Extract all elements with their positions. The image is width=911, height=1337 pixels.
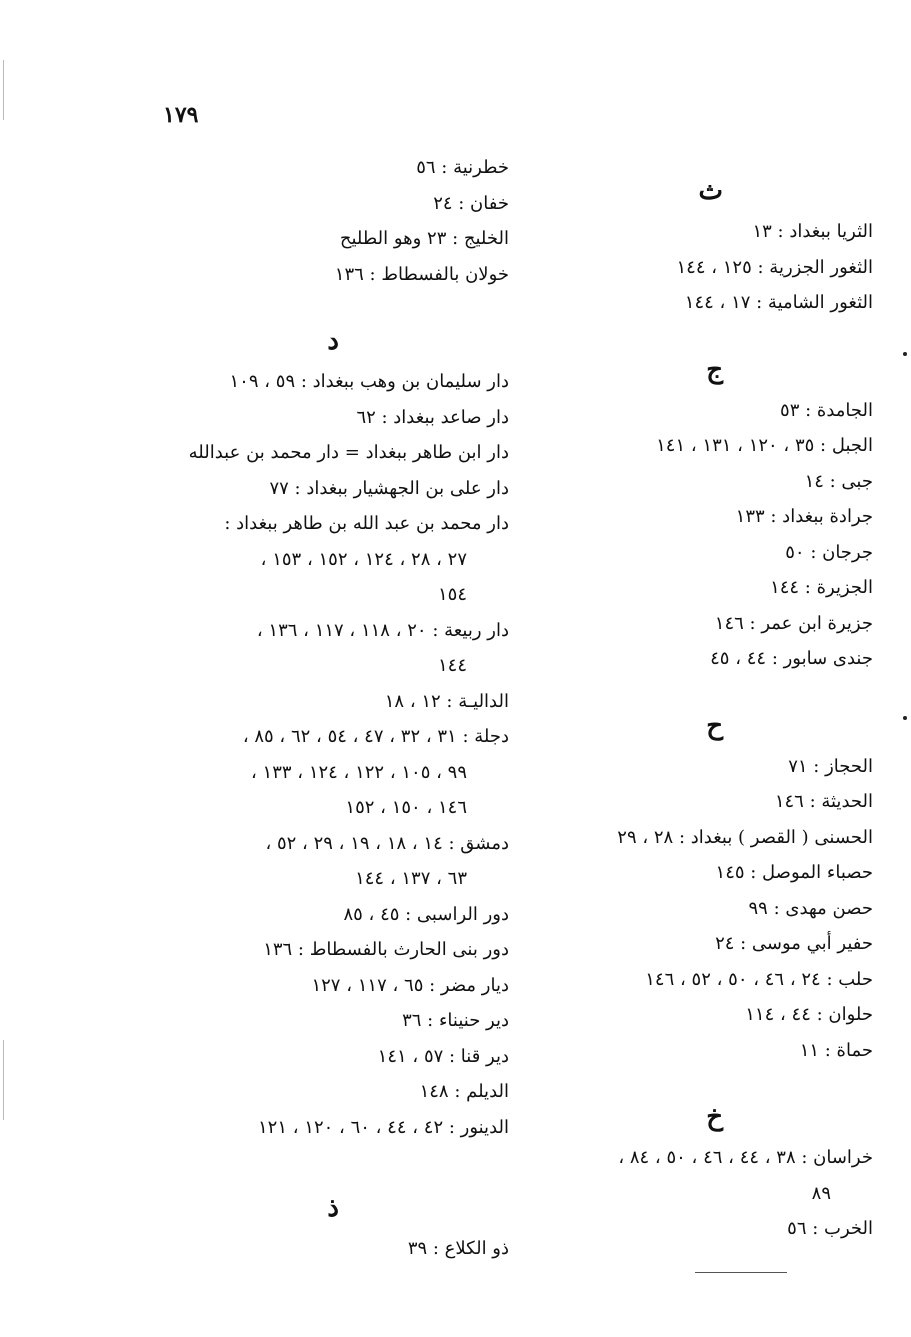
index-entry: جزيرة ابن عمر : ١٤٦: [714, 612, 873, 634]
index-entry: الثريا ببغداد : ١٣: [752, 221, 873, 242]
index-entry: دار ربيعة : ٢٠ ، ١١٨ ، ١١٧ ، ١٣٦ ،: [256, 619, 509, 641]
index-entry-continuation: ١٥٤: [437, 584, 467, 605]
index-entry: دار سليمان بن وهب ببغداد : ٥٩ ، ١٠٩: [229, 371, 509, 392]
index-entry: حلب : ٢٤ ، ٤٦ ، ٥٠ ، ٥٢ ، ١٤٦: [645, 968, 873, 990]
index-entry: حصن مهدى : ٩٩: [748, 897, 873, 919]
index-entry: دار على بن الجهشيار ببغداد : ٧٧: [269, 477, 509, 499]
index-entry: الديلم : ١٤٨: [419, 1081, 509, 1102]
index-entry-continuation: ٦٣ ، ١٣٧ ، ١٤٤: [355, 868, 467, 889]
index-entry: الدينور : ٤٢ ، ٤٤ ، ٦٠ ، ١٢٠ ، ١٢١: [258, 1116, 509, 1138]
index-entry: الخرب : ٥٦: [787, 1218, 873, 1239]
index-entry-continuation: ١٤٤: [437, 655, 467, 676]
index-entry: الخليج : ٢٣ وهو الطليح: [339, 228, 509, 249]
left-column: [149, 150, 509, 1267]
page-number: ١٧٩: [163, 102, 199, 128]
index-entry: الجزيرة : ١٤٤: [770, 577, 873, 598]
index-entry: حلوان : ٤٤ ، ١١٤: [745, 1004, 873, 1025]
index-entry: دور الراسبى : ٤٥ ، ٨٥: [343, 903, 509, 925]
margin-dot: [903, 716, 907, 720]
index-entry: جرجان : ٥٠: [785, 541, 873, 563]
index-entry: ذو الكلاع : ٣٩: [407, 1238, 509, 1259]
index-entry: خولان بالفسطاط : ١٣٦: [334, 263, 509, 285]
margin-dot: [903, 352, 907, 356]
index-entry: دار صاعد ببغداد : ٦٢: [356, 406, 509, 428]
index-entry-continuation: ٨٩: [811, 1182, 831, 1204]
index-entry: دجلة : ٣١ ، ٣٢ ، ٤٧ ، ٥٤ ، ٦٢ ، ٨٥ ،: [242, 726, 509, 747]
index-entry: الداليـة : ١٢ ، ١٨: [384, 690, 509, 712]
index-entry: حماة : ١١: [799, 1039, 873, 1061]
index-entry: خطرنية : ٥٦: [416, 157, 509, 178]
index-entry: دمشق : ١٤ ، ١٨ ، ١٩ ، ٢٩ ، ٥٢ ،: [265, 832, 509, 854]
index-entry: حصباء الموصل : ١٤٥: [715, 862, 873, 883]
section-letter: خ: [706, 1102, 723, 1132]
index-entry: دور بنى الحارث بالفسطاط : ١٣٦: [263, 939, 509, 960]
margin-rule-bottom: [3, 1040, 4, 1120]
index-entry: دير حنيناء : ٣٦: [402, 1010, 509, 1031]
index-entry: الحجاز : ٧١: [788, 755, 873, 777]
index-entry: الحسنى ( القصر ) ببغداد : ٢٨ ، ٢٩: [617, 826, 873, 848]
index-entry: دير قنا : ٥٧ ، ١٤١: [377, 1045, 509, 1067]
margin-rule-top: [3, 60, 4, 120]
footer-rule: [695, 1272, 787, 1273]
index-entry: الثغور الشامية : ١٧ ، ١٤٤: [684, 292, 873, 313]
index-entry-continuation: ٢٧ ، ٢٨ ، ١٢٤ ، ١٥٢ ، ١٥٣ ،: [260, 548, 467, 570]
index-entry: ديار مضر : ٦٥ ، ١١٧ ، ١٢٧: [311, 974, 509, 996]
index-entry-continuation: ٩٩ ، ١٠٥ ، ١٢٢ ، ١٢٤ ، ١٣٣ ،: [251, 761, 467, 783]
index-entry: حفير أبي موسى : ٢٤: [715, 933, 873, 954]
index-entry: جبى : ١٤: [804, 470, 873, 492]
index-entry: الجامدة : ٥٣: [780, 399, 873, 421]
index-entry: جندى سابور : ٤٤ ، ٤٥: [710, 648, 873, 669]
index-entry: خراسان : ٣٨ ، ٤٤ ، ٤٦ ، ٥٠ ، ٨٤ ،: [618, 1147, 873, 1168]
index-entry: دار محمد بن عبد الله بن طاهر ببغداد :: [224, 513, 509, 534]
section-letter: ث: [698, 176, 723, 206]
index-entry: الجبل : ٣٥ ، ١٢٠ ، ١٣١ ، ١٤١: [656, 435, 873, 456]
section-letter: ج: [706, 354, 723, 385]
right-column: [543, 168, 873, 1247]
section-letter: د: [327, 326, 339, 356]
section-letter: ذ: [327, 1193, 339, 1223]
section-letter: ح: [706, 710, 723, 741]
index-entry: الثغور الجزرية : ١٢٥ ، ١٤٤: [676, 256, 873, 278]
index-entry: جرادة ببغداد : ١٣٣: [735, 506, 873, 527]
index-entry: دار ابن طاهر ببغداد = دار محمد بن عبدالله: [188, 442, 509, 463]
index-entry-continuation: ١٤٦ ، ١٥٠ ، ١٥٢: [345, 797, 467, 818]
index-entry: خفان : ٢٤: [433, 192, 509, 214]
index-entry: الحديثة : ١٤٦: [774, 791, 873, 812]
